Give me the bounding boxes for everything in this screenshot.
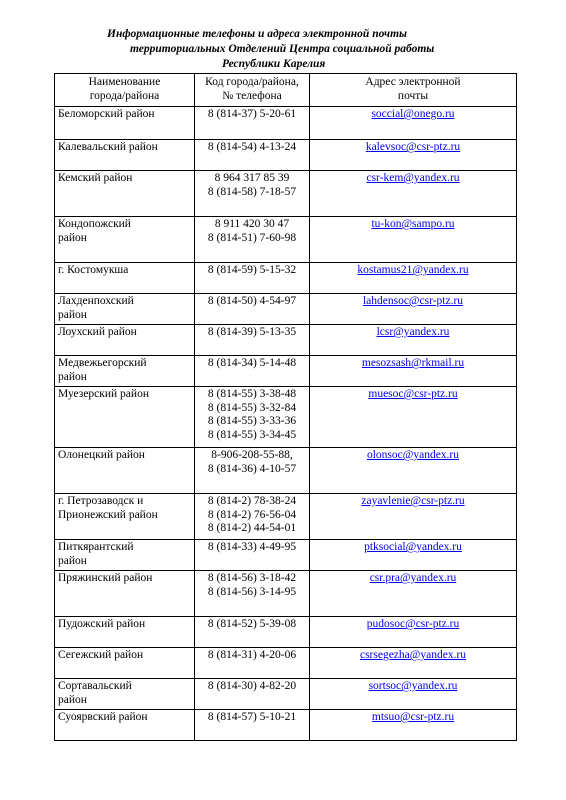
header-name-line: Наименование <box>88 76 161 88</box>
district-name <box>55 263 195 294</box>
district-name-line: Медвежьегорский <box>58 357 147 369</box>
district-name-line: район <box>58 231 87 244</box>
district-name <box>55 171 195 217</box>
phone-number: 8 964 317 85 39 <box>214 172 290 184</box>
phone-cell <box>195 171 310 217</box>
phone-cell <box>195 710 310 741</box>
phone-number: 8 (814-31) 4-20-06 <box>207 649 297 661</box>
email-link[interactable]: zayavlenie@csr-ptz.ru <box>361 495 465 507</box>
email-cell <box>310 325 517 356</box>
district-name-line: Прионежский район <box>58 508 158 521</box>
table-row <box>55 171 517 217</box>
table-row <box>55 107 517 140</box>
table-row <box>55 356 517 387</box>
table-row <box>55 494 517 540</box>
district-name-line: район <box>58 554 87 567</box>
phone-cell <box>195 540 310 571</box>
phone-cell <box>195 448 310 494</box>
table-row <box>55 571 517 617</box>
district-name <box>55 140 195 171</box>
table-row <box>55 710 517 741</box>
district-name-line: г. Костомукша <box>58 264 129 276</box>
title-line-3: Республики Карелия <box>222 58 326 70</box>
header-email <box>310 74 517 107</box>
phone-number: 8 (814-51) 7-60-98 <box>207 231 297 244</box>
email-cell <box>310 540 517 571</box>
phone-cell <box>195 494 310 540</box>
table-row <box>55 648 517 679</box>
district-name <box>55 325 195 356</box>
phone-number: 8 (814-2) 44-54-01 <box>207 522 297 534</box>
header-email-line: почты <box>397 89 429 102</box>
email-link[interactable]: csrsegezha@yandex.ru <box>359 649 467 661</box>
phone-cell <box>195 294 310 325</box>
district-name-line: г. Петрозаводск и <box>58 495 144 507</box>
district-name-line: Кондопожский <box>58 218 131 230</box>
table-row <box>55 387 517 448</box>
phone-number: 8-906-208-55-88, <box>211 449 293 461</box>
table-row <box>55 617 517 648</box>
district-name <box>55 617 195 648</box>
email-cell <box>310 387 517 448</box>
phone-cell <box>195 107 310 140</box>
phone-number: 8 (814-52) 5-39-08 <box>207 618 297 630</box>
title-line-1: Информационные телефоны и адреса электронной почты <box>107 28 408 40</box>
email-link[interactable]: csr-kem@yandex.ru <box>366 172 460 184</box>
district-name-line: Сортавальский <box>58 680 132 692</box>
email-link[interactable]: ptksocial@yandex.ru <box>364 541 462 553</box>
district-name <box>55 294 195 325</box>
phone-number: 8 (814-55) 3-34-45 <box>207 428 297 441</box>
email-cell <box>310 107 517 140</box>
district-name <box>55 540 195 571</box>
email-cell <box>310 294 517 325</box>
district-name <box>55 356 195 387</box>
phone-number: 8 911 420 30 47 <box>214 218 290 230</box>
phone-number: 8 (814-30) 4-82-20 <box>207 680 297 692</box>
district-name <box>55 217 195 263</box>
district-name-line: Муезерский район <box>58 388 149 400</box>
phone-number: 8 (814-55) 3-33-36 <box>207 415 297 427</box>
phone-cell <box>195 617 310 648</box>
header-email-line: Адрес электронной <box>365 76 461 88</box>
table-row <box>55 325 517 356</box>
email-link[interactable]: olonsoc@yandex.ru <box>366 449 460 461</box>
email-link[interactable]: kostamus21@yandex.ru <box>357 264 469 276</box>
phone-number: 8 (814-55) 3-32-84 <box>207 401 297 414</box>
email-cell <box>310 710 517 741</box>
header-phone <box>195 74 310 107</box>
table-body <box>55 107 517 741</box>
email-link[interactable]: pudosoc@csr-ptz.ru <box>366 618 460 630</box>
district-name-line: Лоухский район <box>58 326 137 338</box>
email-link[interactable]: muesoc@csr-ptz.ru <box>368 388 458 400</box>
email-cell <box>310 448 517 494</box>
email-link[interactable]: mtsuo@csr-ptz.ru <box>371 711 455 723</box>
phone-number: 8 (814-56) 3-18-42 <box>207 572 297 584</box>
district-name <box>55 387 195 448</box>
email-link[interactable]: tu-kon@sampo.ru <box>371 218 455 230</box>
district-name <box>55 679 195 710</box>
email-cell <box>310 263 517 294</box>
phone-number: 8 (814-34) 5-14-48 <box>207 357 297 369</box>
phone-cell <box>195 325 310 356</box>
phone-number: 8 (814-39) 5-13-35 <box>207 326 297 338</box>
title-line-2: территориальных Отделений Центра социальной работы <box>130 43 435 55</box>
phone-number: 8 (814-59) 5-15-32 <box>207 264 297 276</box>
table-row <box>55 448 517 494</box>
district-name <box>55 571 195 617</box>
district-name-line: Сегежский район <box>58 649 144 661</box>
district-name <box>55 107 195 140</box>
email-cell <box>310 679 517 710</box>
phone-cell <box>195 571 310 617</box>
district-name-line: Калевальский район <box>58 141 158 153</box>
email-cell <box>310 356 517 387</box>
phone-number: 8 (814-37) 5-20-61 <box>207 108 297 120</box>
phone-cell <box>195 356 310 387</box>
email-link[interactable]: lcsr@yandex.ru <box>376 326 450 338</box>
email-cell <box>310 648 517 679</box>
phone-cell <box>195 648 310 679</box>
district-name-line: Кемский район <box>58 172 133 184</box>
district-name-line: Олонецкий район <box>58 449 145 461</box>
phone-number: 8 (814-2) 78-38-24 <box>207 495 297 507</box>
email-cell <box>310 171 517 217</box>
district-name-line: Пудожский район <box>58 618 146 630</box>
table-row <box>55 540 517 571</box>
district-name-line: Беломорский район <box>58 108 155 120</box>
phone-cell <box>195 263 310 294</box>
phone-cell <box>195 217 310 263</box>
table-row <box>55 679 517 710</box>
email-link[interactable]: csr.pra@yandex.ru <box>369 572 457 584</box>
email-link[interactable]: kalevsoc@csr-ptz.ru <box>365 141 461 153</box>
header-phone-line: № телефона <box>222 89 282 102</box>
district-name-line: район <box>58 308 87 321</box>
district-name <box>55 494 195 540</box>
email-cell <box>310 494 517 540</box>
table-row <box>55 217 517 263</box>
phone-number: 8 (814-54) 4-13-24 <box>207 141 297 153</box>
table-row <box>55 263 517 294</box>
district-name-line: Пряжинский район <box>58 572 153 584</box>
district-name <box>55 710 195 741</box>
phone-cell <box>195 387 310 448</box>
district-name-line: Лахденпохский <box>58 295 134 307</box>
phone-number: 8 (814-55) 3-38-48 <box>207 388 297 400</box>
header-name <box>55 74 195 107</box>
contacts-table <box>54 73 517 741</box>
phone-cell <box>195 679 310 710</box>
email-link[interactable]: sortsoc@yandex.ru <box>368 680 458 692</box>
phone-cell <box>195 140 310 171</box>
phone-number: 8 (814-2) 76-56-04 <box>207 508 297 521</box>
email-link[interactable]: lahdensoc@csr-ptz.ru <box>362 295 464 307</box>
email-cell <box>310 140 517 171</box>
table-row <box>55 140 517 171</box>
district-name-line: район <box>58 693 87 706</box>
phone-number: 8 (814-33) 4-49-95 <box>207 541 297 553</box>
phone-number: 8 (814-58) 7-18-57 <box>207 185 297 198</box>
phone-number: 8 (814-57) 5-10-21 <box>207 711 297 723</box>
phone-number: 8 (814-50) 4-54-97 <box>207 295 297 307</box>
district-name-line: район <box>58 370 87 383</box>
table-header-row <box>55 74 517 107</box>
email-cell <box>310 617 517 648</box>
phone-number: 8 (814-56) 3-14-95 <box>207 585 297 598</box>
district-name <box>55 448 195 494</box>
email-link[interactable]: soccial@onego.ru <box>371 108 455 120</box>
header-phone-line: Код города/района, <box>205 76 299 88</box>
district-name-line: Суоярвский район <box>58 711 148 723</box>
phone-number: 8 (814-36) 4-10-57 <box>207 462 297 475</box>
table-row <box>55 294 517 325</box>
email-link[interactable]: mesozsash@rkmail.ru <box>361 357 465 369</box>
email-cell <box>310 217 517 263</box>
email-cell <box>310 571 517 617</box>
header-name-line: города/района <box>89 89 160 102</box>
district-name-line: Питкярантский <box>58 541 134 553</box>
district-name <box>55 648 195 679</box>
